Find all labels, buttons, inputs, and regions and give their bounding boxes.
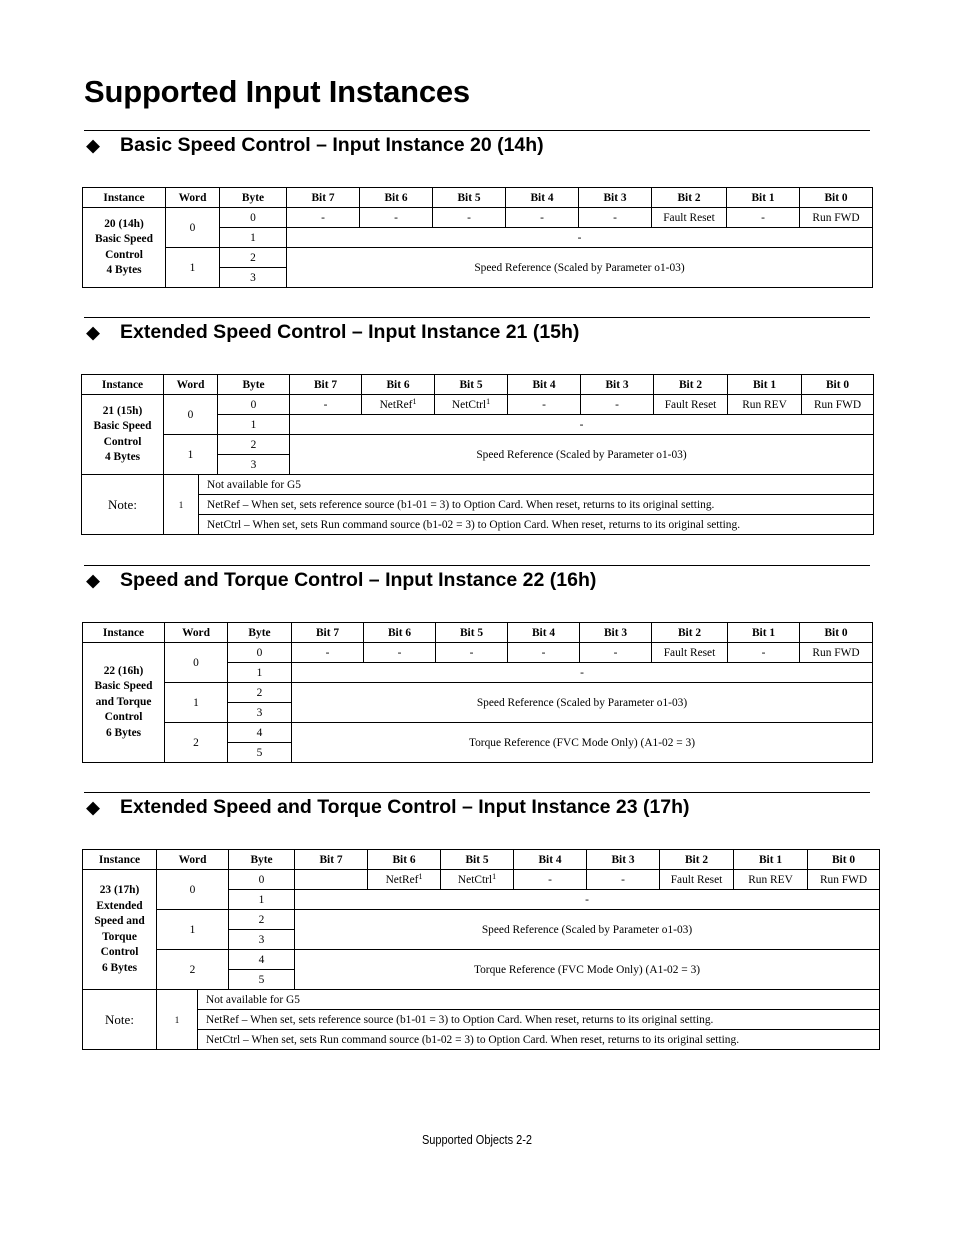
byte-cell: 5 — [228, 743, 292, 763]
instance-cell — [83, 208, 166, 288]
byte-cell: 2 — [228, 683, 292, 703]
byte-cell: 4 — [229, 950, 295, 970]
footnote-mark: 1 — [412, 396, 417, 406]
bit6-cell — [368, 870, 441, 890]
bit3-cell: - — [579, 208, 652, 228]
bit3-cell: - — [587, 870, 660, 890]
section-divider — [84, 792, 870, 793]
bit1-cell: - — [727, 208, 800, 228]
header-bit1: Bit 1 — [728, 623, 800, 643]
header-bit2: Bit 2 — [654, 375, 728, 395]
note-footnote-number: 1 — [164, 475, 199, 535]
byte-cell: 0 — [218, 395, 290, 415]
byte-cell: 0 — [220, 208, 287, 228]
table-row — [82, 435, 874, 455]
word-cell: 2 — [157, 950, 229, 990]
byte-cell: 1 — [220, 228, 287, 248]
section-heading-text: Extended Speed Control – Input Instance 21 (15h) — [120, 321, 580, 343]
section-heading — [84, 134, 544, 157]
bit0-cell: Run FWD — [802, 395, 874, 415]
header-row — [83, 188, 873, 208]
instance-size: 4 Bytes — [106, 264, 142, 276]
byte-cell: 1 — [218, 415, 290, 435]
note-text: NetCtrl – When set, sets Run command source (b1-02 = 3) to Option Card. When reset, returns to its original setting. — [199, 515, 874, 535]
section-divider — [84, 565, 870, 566]
instance-cell — [82, 395, 164, 475]
note-label: Note: — [83, 990, 157, 1050]
note-text: NetRef – When set, sets reference source (b1-01 = 3) to Option Card. When reset, returns to its original setting. — [199, 495, 874, 515]
bit7-cell: - — [292, 643, 364, 663]
header-bit0: Bit 0 — [800, 623, 873, 643]
section-heading-text: Basic Speed Control – Input Instance 20 (14h) — [120, 134, 544, 156]
diamond-bullet-icon: ◆ — [86, 798, 100, 817]
section-heading-text: Speed and Torque Control – Input Instance 22 (16h) — [120, 569, 597, 591]
instance-cell — [83, 643, 165, 763]
header-bit7: Bit 7 — [287, 188, 360, 208]
instance-name: Control — [100, 946, 139, 958]
header-bit7: Bit 7 — [292, 623, 364, 643]
table-row — [83, 208, 873, 228]
header-bit6: Bit 6 — [362, 375, 435, 395]
header-bit6: Bit 6 — [360, 188, 433, 208]
instance-name: Extended — [96, 899, 143, 912]
bit7-cell: - — [287, 208, 360, 228]
section-heading — [84, 321, 579, 344]
header-bit4: Bit 4 — [508, 375, 581, 395]
byte1-value: - — [290, 415, 874, 435]
byte-cell: 2 — [229, 910, 295, 930]
header-bit7: Bit 7 — [290, 375, 362, 395]
bit0-cell: Run FWD — [808, 870, 880, 890]
byte1-value: - — [287, 228, 873, 248]
bit1-cell: Run REV — [734, 870, 808, 890]
header-bit1: Bit 1 — [728, 375, 802, 395]
byte-cell: 0 — [228, 643, 292, 663]
bit7-cell — [295, 870, 368, 890]
section-heading — [84, 569, 596, 592]
table-row — [83, 248, 873, 268]
torque-reference: Torque Reference (FVC Mode Only) (A1-02 = 3) — [292, 723, 873, 763]
bit4-cell: - — [514, 870, 587, 890]
byte-cell: 3 — [228, 703, 292, 723]
header-bit3: Bit 3 — [581, 375, 654, 395]
header-word: Word — [166, 188, 220, 208]
bit6-cell: - — [364, 643, 436, 663]
table-row — [83, 950, 880, 970]
netref-label: NetRef — [385, 873, 419, 886]
section-divider — [84, 130, 870, 131]
byte1-value: - — [295, 890, 880, 910]
bit6-cell — [362, 395, 435, 415]
header-byte: Byte — [218, 375, 290, 395]
header-bit5: Bit 5 — [435, 375, 508, 395]
header-bit0: Bit 0 — [800, 188, 873, 208]
byte-cell: 1 — [229, 890, 295, 910]
byte-cell: 4 — [228, 723, 292, 743]
bit6-cell: - — [360, 208, 433, 228]
instance-size: 6 Bytes — [101, 961, 138, 974]
note-text: Not available for G5 — [199, 475, 874, 495]
table-row — [83, 683, 873, 703]
word-cell: 0 — [165, 643, 228, 683]
note-text: Not available for G5 — [198, 990, 880, 1010]
netctrl-label: NetCtrl — [457, 873, 493, 886]
byte1-value: - — [292, 663, 873, 683]
instance-name: Basic Speed — [93, 420, 152, 432]
bit7-cell: - — [290, 395, 362, 415]
word-cell: 1 — [166, 248, 220, 288]
instance-name: Basic Speed — [94, 680, 153, 693]
word-cell: 1 — [165, 683, 228, 723]
header-bit7: Bit 7 — [295, 850, 368, 870]
diamond-bullet-icon: ◆ — [86, 323, 100, 342]
header-bit0: Bit 0 — [802, 375, 874, 395]
byte-cell: 0 — [229, 870, 295, 890]
instance-size: 6 Bytes — [105, 726, 142, 739]
instance-cell — [83, 870, 157, 990]
header-bit4: Bit 4 — [506, 188, 579, 208]
bit4-cell: - — [508, 643, 580, 663]
byte-cell: 3 — [229, 930, 295, 950]
bit5-cell: - — [436, 643, 508, 663]
note-label: Note: — [82, 475, 164, 535]
header-bit5: Bit 5 — [433, 188, 506, 208]
instance-name: Control — [105, 248, 143, 261]
note-row — [83, 1010, 880, 1030]
header-bit0: Bit 0 — [808, 850, 880, 870]
netctrl-label: NetCtrl — [451, 398, 487, 411]
input-instance-20-table — [82, 187, 873, 288]
word-cell: 1 — [157, 910, 229, 950]
bit4-cell: - — [508, 395, 581, 415]
byte-cell: 5 — [229, 970, 295, 990]
note-row — [83, 990, 880, 1010]
netref-label: NetRef — [379, 398, 413, 411]
header-bit5: Bit 5 — [441, 850, 514, 870]
input-instance-21-table — [81, 374, 874, 535]
torque-reference: Torque Reference (FVC Mode Only) (A1-02 = 3) — [295, 950, 880, 990]
note-row — [83, 1030, 880, 1050]
note-row — [82, 515, 874, 535]
note-row — [82, 495, 874, 515]
bit5-cell — [435, 395, 508, 415]
bit2-cell: Fault Reset — [660, 870, 734, 890]
table-row — [83, 870, 880, 890]
header-instance: Instance — [82, 375, 164, 395]
header-bit2: Bit 2 — [660, 850, 734, 870]
byte-cell: 1 — [228, 663, 292, 683]
header-bit1: Bit 1 — [734, 850, 808, 870]
instance-name: and Torque — [95, 695, 152, 708]
section-divider — [84, 317, 870, 318]
footnote-mark: 1 — [492, 871, 497, 881]
note-row — [82, 475, 874, 495]
byte-cell: 2 — [218, 435, 290, 455]
header-bit1: Bit 1 — [727, 188, 800, 208]
header-bit3: Bit 3 — [579, 188, 652, 208]
header-row — [83, 850, 880, 870]
header-row — [83, 623, 873, 643]
word-cell: 2 — [165, 723, 228, 763]
speed-reference: Speed Reference (Scaled by Parameter o1-03) — [295, 910, 880, 950]
page-title: Supported Input Instances — [84, 74, 470, 109]
byte-cell: 2 — [220, 248, 287, 268]
header-word: Word — [165, 623, 228, 643]
word-cell: 0 — [164, 395, 218, 435]
header-bit6: Bit 6 — [368, 850, 441, 870]
bit1-cell: - — [728, 643, 800, 663]
header-byte: Byte — [220, 188, 287, 208]
bit1-cell: Run REV — [728, 395, 802, 415]
header-row — [82, 375, 874, 395]
speed-reference: Speed Reference (Scaled by Parameter o1-03) — [292, 683, 873, 723]
header-bit3: Bit 3 — [580, 623, 652, 643]
header-word: Word — [157, 850, 229, 870]
note-text: NetCtrl – When set, sets Run command source (b1-02 = 3) to Option Card. When reset, returns to its original setting. — [198, 1030, 880, 1050]
table-row — [83, 910, 880, 930]
bit2-cell: Fault Reset — [652, 208, 727, 228]
word-cell: 0 — [157, 870, 229, 910]
instance-name: Basic Speed — [95, 233, 153, 245]
speed-reference: Speed Reference (Scaled by Parameter o1-03) — [290, 435, 874, 475]
header-bit4: Bit 4 — [508, 623, 580, 643]
note-footnote-number: 1 — [157, 990, 198, 1050]
header-word: Word — [164, 375, 218, 395]
section-heading — [84, 796, 690, 819]
header-bit4: Bit 4 — [514, 850, 587, 870]
header-bit3: Bit 3 — [587, 850, 660, 870]
instance-name: Control — [104, 711, 143, 724]
diamond-bullet-icon: ◆ — [86, 571, 100, 590]
instance-id: 21 (15h) — [102, 404, 143, 417]
diamond-bullet-icon: ◆ — [86, 136, 100, 155]
footnote-mark: 1 — [418, 871, 423, 881]
bit0-cell: Run FWD — [800, 643, 873, 663]
word-cell: 1 — [164, 435, 218, 475]
instance-id: 23 (17h) — [99, 884, 140, 896]
header-byte: Byte — [229, 850, 295, 870]
header-instance: Instance — [83, 623, 165, 643]
footnote-mark: 1 — [486, 396, 491, 406]
bit5-cell — [441, 870, 514, 890]
instance-name: Torque — [102, 930, 137, 943]
header-instance: Instance — [83, 188, 166, 208]
header-bit2: Bit 2 — [652, 188, 727, 208]
instance-id: 20 (14h) — [104, 217, 144, 230]
speed-reference: Speed Reference (Scaled by Parameter o1-03) — [287, 248, 873, 288]
word-cell: 0 — [166, 208, 220, 248]
byte-cell: 3 — [220, 268, 287, 288]
header-bit6: Bit 6 — [364, 623, 436, 643]
bit2-cell: Fault Reset — [654, 395, 728, 415]
instance-size: 4 Bytes — [104, 451, 141, 463]
page-footer: Supported Objects 2-2 — [421, 1133, 533, 1147]
table-row — [82, 395, 874, 415]
header-bit2: Bit 2 — [652, 623, 728, 643]
instance-name: Speed and — [94, 915, 145, 927]
input-instance-22-table — [82, 622, 873, 763]
header-instance: Instance — [83, 850, 157, 870]
table-row — [83, 643, 873, 663]
input-instance-23-table — [82, 849, 880, 1050]
header-bit5: Bit 5 — [436, 623, 508, 643]
bit2-cell: Fault Reset — [652, 643, 728, 663]
instance-name: Control — [103, 435, 142, 448]
header-byte: Byte — [228, 623, 292, 643]
note-text: NetRef – When set, sets reference source (b1-01 = 3) to Option Card. When reset, returns to its original setting. — [198, 1010, 880, 1030]
section-heading-text: Extended Speed and Torque Control – Input Instance 23 (17h) — [120, 796, 690, 818]
bit0-cell: Run FWD — [800, 208, 873, 228]
instance-id: 22 (16h) — [103, 664, 144, 677]
bit3-cell: - — [580, 643, 652, 663]
bit4-cell: - — [506, 208, 579, 228]
byte-cell: 3 — [218, 455, 290, 475]
table-row — [83, 723, 873, 743]
bit3-cell: - — [581, 395, 654, 415]
bit5-cell: - — [433, 208, 506, 228]
